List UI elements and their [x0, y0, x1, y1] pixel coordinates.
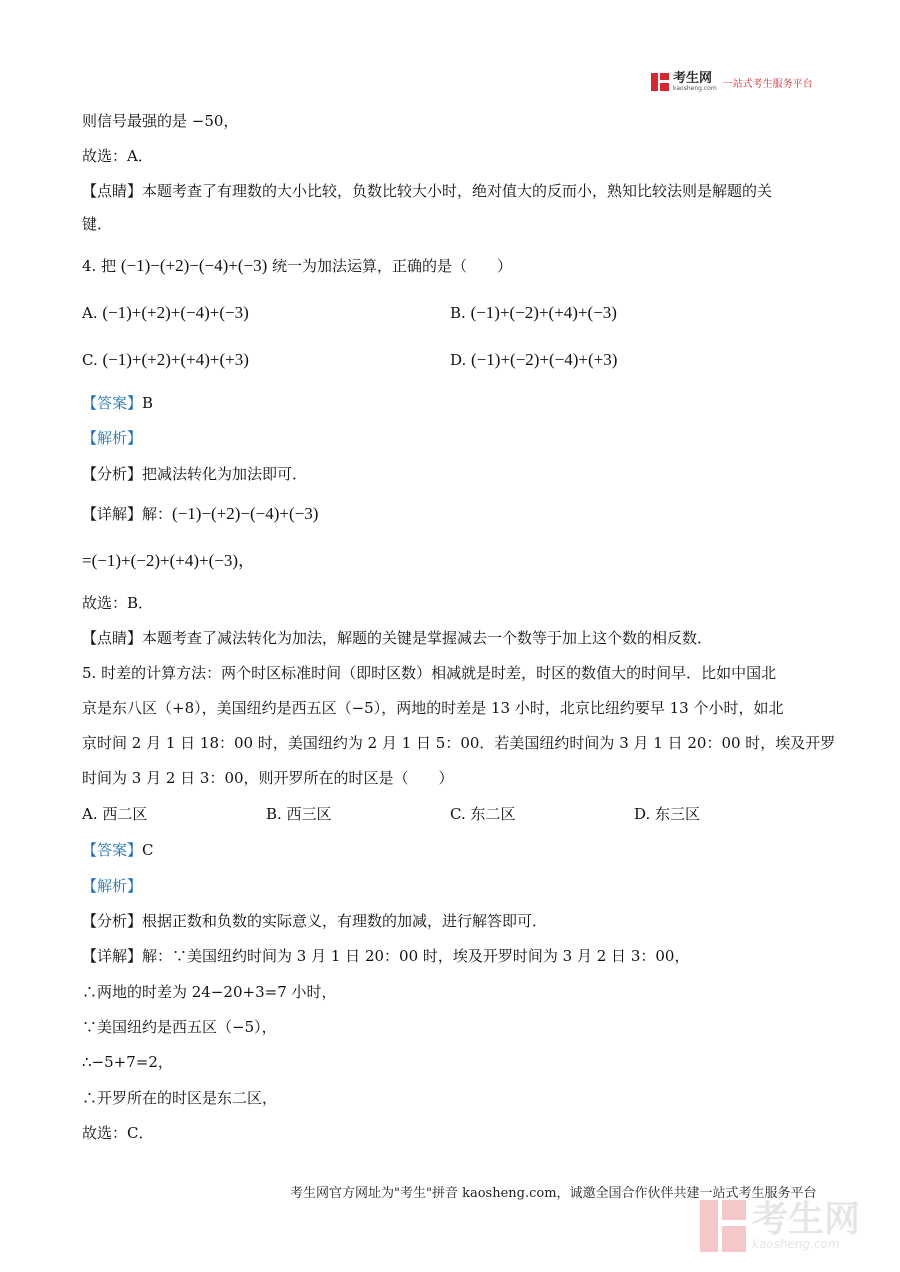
analysis-tag: 【解析】 — [82, 877, 143, 895]
option-expression: (−1)+(−2)+(+4)+(−3) — [470, 303, 617, 322]
solution-tag: 【详解】 — [82, 505, 143, 523]
analysis-line — [82, 464, 307, 484]
text-line: 键． — [82, 215, 113, 233]
solution-line — [82, 946, 689, 966]
comment-text: 本题考查了减法转化为加法，解题的关键是掌握减去一个数等于加上这个数的相反数． — [142, 629, 713, 647]
answer-tag: 【答案】 — [82, 841, 143, 859]
analysis-tag: 【解析】 — [82, 429, 143, 447]
analysis-heading — [82, 428, 142, 448]
header-logo — [651, 72, 813, 92]
watermark — [700, 1200, 860, 1252]
solution-step: ∵美国纽约是西五区（−5）， — [82, 1018, 277, 1036]
option-d — [450, 350, 617, 370]
answer-line — [82, 840, 154, 860]
q4-prefix: 4. 把 — [82, 257, 121, 275]
solution-step: ∴−5+7=2， — [82, 1053, 173, 1071]
solution-step: =(−1)+(−2)+(+4)+(−3)， — [82, 551, 255, 570]
option-expression: (−1)+(+2)+(−4)+(−3) — [102, 303, 249, 322]
watermark-logo-icon — [700, 1200, 746, 1252]
option-c — [82, 350, 249, 370]
text-line: 则信号最强的是 −50， — [82, 112, 239, 130]
comment-text: 本题考查了有理数的大小比较，负数比较大小时，绝对值大的反而小，熟知比较法则是解题的关 — [142, 182, 773, 200]
logo-domain: kaosheng.com — [673, 85, 717, 92]
analysis-tag: 【分析】 — [82, 465, 143, 483]
solution-tag: 【详解】 — [82, 947, 143, 965]
solution-step: ∴两地的时差为 24−20+3=7 小时， — [82, 983, 337, 1001]
analysis-text: 根据正数和负数的实际意义，有理数的加减，进行解答即可． — [142, 912, 548, 930]
question-5-line: 京是东八区（+8），美国纽约是西五区（−5），两地的时差是 13 小时，北京比纽约要早 13 个小时，如北 — [82, 699, 784, 717]
answer-tag: 【答案】 — [82, 394, 143, 412]
question-4-stem — [82, 256, 512, 276]
option-c: C. 东二区 — [450, 805, 516, 823]
answer-value: B — [142, 394, 154, 412]
choice-line: 故选：B． — [82, 594, 154, 612]
option-label: A. — [82, 304, 103, 322]
header-slogan: 一站式考生服务平台 — [722, 78, 813, 90]
answer-line — [82, 393, 153, 413]
solution-line — [82, 504, 318, 524]
watermark-name: 考生网 — [752, 1199, 861, 1240]
logo-icon — [651, 73, 669, 91]
option-expression: (−1)+(−2)+(−4)+(+3) — [471, 350, 618, 369]
comment-tag: 【点睛】 — [82, 629, 143, 647]
solution-text: 解：∵美国纽约时间为 3 月 1 日 20：00 时，埃及开罗时间为 3 月 2 日 3：00， — [142, 947, 690, 965]
analysis-text: 把减法转化为加法即可． — [142, 465, 308, 483]
option-label: D. — [450, 351, 472, 369]
logo-text — [673, 72, 717, 92]
option-label: B. — [450, 304, 471, 322]
logo-name: 考生网 — [673, 71, 713, 86]
solution-step: ∴开罗所在的时区是东二区， — [82, 1089, 278, 1107]
choice-line: 故选：C． — [82, 1124, 154, 1142]
comment-tag: 【点睛】 — [82, 182, 143, 200]
solution-expression: (−1)−(+2)−(−4)+(−3) — [172, 504, 319, 523]
footer-text: 考生网官方网址为"考生"拼音 kaosheng.com，诚邀全国合作伙伴共建一站式考生服务平台 — [290, 1186, 817, 1201]
comment-line — [82, 181, 772, 201]
option-a — [82, 303, 249, 323]
question-5-line: 时间为 3 月 2 日 3：00，则开罗所在的时区是（ ） — [82, 769, 454, 787]
q4-expression: (−1)−(+2)−(−4)+(−3) — [120, 256, 268, 275]
analysis-heading — [82, 876, 142, 896]
question-5-line: 5. 时差的计算方法：两个时区标准时间（即时区数）相减就是时差，时区的数值大的时间早．比如中国北 — [82, 664, 777, 682]
option-label: C. — [82, 351, 103, 369]
analysis-tag: 【分析】 — [82, 912, 143, 930]
question-5-line: 京时间 2 月 1 日 18：00 时，美国纽约为 2 月 1 日 5：00．若美国纽约时间为 3 月 1 日 20：00 时，埃及开罗 — [82, 734, 836, 752]
watermark-domain: kaosheng.com — [752, 1237, 840, 1251]
comment-line — [82, 628, 712, 648]
answer-value: C — [142, 841, 154, 859]
q4-suffix: 统一为加法运算，正确的是（ ） — [267, 257, 513, 275]
option-expression: (−1)+(+2)+(+4)+(+3) — [102, 350, 249, 369]
solution-prefix: 解： — [142, 505, 173, 523]
option-b — [450, 303, 617, 323]
analysis-line — [82, 911, 547, 931]
option-d: D. 东三区 — [634, 805, 701, 823]
option-b: B. 西三区 — [266, 805, 332, 823]
option-a: A. 西二区 — [82, 805, 148, 823]
watermark-text — [752, 1199, 861, 1251]
text-line: 故选：A． — [82, 147, 153, 165]
